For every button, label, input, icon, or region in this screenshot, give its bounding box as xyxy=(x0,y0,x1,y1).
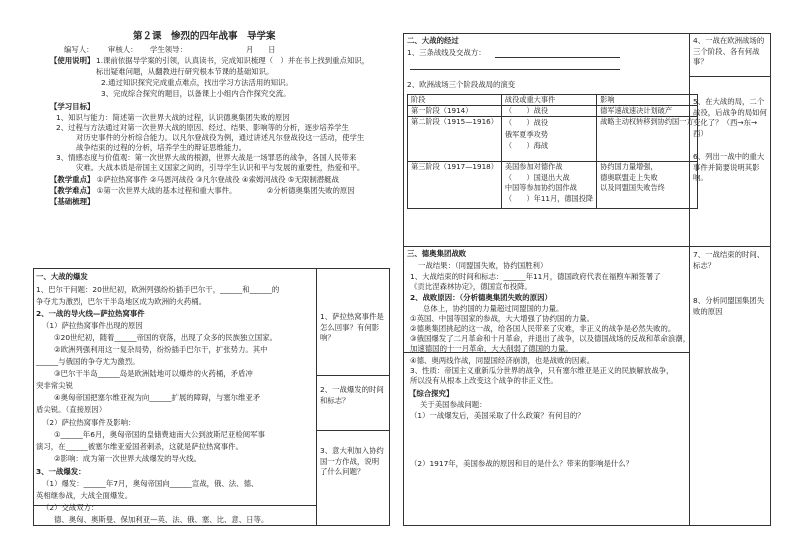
difficulty xyxy=(50,186,355,197)
goal-item: 灾难。大战本质是帝国主义国家之间的，引导学生认识和平与发展的重要性，热爱和平。 xyxy=(76,163,365,172)
part2-blank xyxy=(495,57,620,58)
part3-text: 《贡比涅森林协定》，德国宣布投降。 xyxy=(410,282,532,291)
synth-intro: 关于美国参战问题： xyxy=(420,400,487,409)
usage-item: 标出疑难问题，从翻教进行研究根本节课的基础知识。 xyxy=(96,67,274,76)
synth-label: 【综合探究】 xyxy=(409,389,454,398)
goal-item: 3、情感态度与价值观：第一次世界大战的根源，世界大战是一场罪恶的战争，各国人民带来 xyxy=(56,153,357,162)
student-no-label: 学生领导： xyxy=(150,45,187,54)
usage-item: 1.课前依据导学案的引领，认真读书，完成知识梳理（ ）并在书上找到重点知识， xyxy=(96,56,370,65)
part1-text: ①______年6月，奥匈帝国的皇储费迪南大公到波斯尼亚检阅军事 xyxy=(54,430,265,439)
goal-item: 战争结束的过程的分析，培养学生的辩证思维能力。 xyxy=(76,143,246,152)
goal-item: 1、知识与能力：简述第一次世界大战的过程，认识德奥集团失败的原因 xyxy=(56,113,290,122)
part1-text: 1、巴尔干问题：20世纪初，欧洲列强纷纷插手巴尔干，______和______的 xyxy=(36,285,280,294)
side-question-1: 1、萨拉热窝事件是怎么回事？有何影响？ xyxy=(320,312,384,343)
part3-text: 2、战败原因：（分析德奥集团失败的原因） xyxy=(410,293,552,302)
table-cell-text: 美国参加对德作战 xyxy=(504,162,563,172)
synth-question-2: （2）1917年，美国参战的原因和目的是什么？带来的影响是什么？ xyxy=(410,459,634,468)
table-cell xyxy=(597,162,697,209)
table-row xyxy=(408,106,698,117)
part3-text: 所以没有从根本上改变这个战争的非正义性。 xyxy=(410,376,558,385)
key-point: ④索姆河战役 xyxy=(241,175,286,184)
goals-label: 【学习目标】 xyxy=(50,102,95,111)
usage-item: 3、完成综合探究的题目，以备课上小组内合作探究交流。 xyxy=(101,89,291,98)
side-question-2: 2、一战爆发的时间和标志？ xyxy=(320,385,384,405)
difficulty-item: ②分析德奥集团失败的原因 xyxy=(266,186,355,195)
table-cell: 第一阶段（1914） xyxy=(408,106,502,117)
goal-item: 对历史事件的分析综合能力。以凡尔登战役为例，通过讲述凡尔登战役这一活动，使学生 xyxy=(76,133,365,142)
part1-text: （1）萨拉热窝事件出现的原因 xyxy=(42,321,143,330)
table-cell xyxy=(408,117,502,162)
table-cell-text: （ ）国退出大战 xyxy=(504,172,570,182)
right-question-5: 5、在大战的局，二个战役，后战争的局如何变化了？（西→东→西） xyxy=(693,97,767,138)
table-cell-text: 协约国力量增强， xyxy=(600,162,658,172)
table-head: 战役或重大事件 xyxy=(501,95,596,106)
part3-text: 一战结果：（同盟国失败，协约国胜利） xyxy=(418,261,548,270)
table-cell-text: （ ）战役 xyxy=(504,118,549,128)
key-points-label: 【教学重点】 xyxy=(50,175,95,184)
part2-text: 1、三条战线及交战方： xyxy=(407,48,486,57)
table-cell-text: 中国等参加协约国作战 xyxy=(504,183,577,193)
part3-text: 总体上，协约国的力量超过同盟国的力量。 xyxy=(423,304,564,313)
table-head: 阶段 xyxy=(408,95,502,106)
part1-text: 盾尖锐。（直接原因） xyxy=(36,405,107,414)
table-cell: （ ）战役 xyxy=(501,106,596,117)
part2-heading: 二、大战的经过 xyxy=(407,36,459,45)
difficulty-label: 【教学难点】 xyxy=(50,186,95,195)
part3-text: ③俄国爆发了二月革命和十月革命，并退出了战争，以及德国战场的反战和革命浪潮， xyxy=(410,334,691,343)
table-cell-text: 战略主动权转移到协约国一方 xyxy=(600,117,694,127)
part1-subheading: 3、一战爆发： xyxy=(36,467,86,476)
part3-text: 加速德国的十一月革命，大大削弱了德国的力量。 xyxy=(410,344,573,353)
table-cell-text: （ ）海战 xyxy=(504,140,549,150)
part1-subheading: 2、一战的导火线—萨拉热窝事件 xyxy=(36,309,145,318)
reviewer-label: 审核人： xyxy=(108,45,138,54)
part2-text: 2、欧洲战场三个阶段战局的演变 xyxy=(407,80,516,89)
side-divider xyxy=(316,375,390,376)
part3-text: ④德、奥两线作战，同盟国经济崩溃，也是战败的因素。 xyxy=(410,356,595,365)
table-cell xyxy=(501,117,596,162)
part1-text: （2）萨拉热窝事件及影响： xyxy=(42,418,136,427)
page-title: 第２课 惨烈的四年战事 导学案 xyxy=(133,31,276,42)
right-q-divider xyxy=(689,76,771,77)
table-cell-text: 俄军夏季攻势 xyxy=(504,129,549,139)
review-label: 【基础梳理】 xyxy=(50,197,95,206)
right-question-6: 6、列出一战中的重大事件并简要说明其影响。 xyxy=(693,152,765,183)
table-cell-text: 第二阶段（1915—1916） xyxy=(411,117,498,127)
part1-text: （1）爆发：______年7月，奥匈帝国向______宣战，俄、法、德、 xyxy=(42,479,259,488)
author-label: 编写人： xyxy=(64,45,94,54)
part3-heading: 三、德奥集团战败 xyxy=(407,249,467,258)
part1-text: ④奥匈帝国把塞尔维亚视为向______扩展的障碍，与塞尔维亚矛 xyxy=(54,393,261,402)
part3-text: 1、大战结束的时间和标志：______年11月，德国政府代表在福煦车厢签署了 xyxy=(410,272,661,281)
table-head: 影响 xyxy=(597,95,697,106)
part1-text: ______与俄国的争夺尤为激烈。 xyxy=(36,357,140,366)
part1-text: ②欧洲列强利用这一复杂局势，纷纷插手巴尔干，扩张势力。其中 xyxy=(54,345,268,354)
date-label: 月 日 xyxy=(246,45,276,54)
key-point: ⑤无限制潜艇战 xyxy=(287,175,339,184)
side-question-3: 3、意大利加入协约国一方作战，说明了什么问题？ xyxy=(320,446,384,477)
key-points xyxy=(50,175,339,186)
goal-item: 2、过程与方法通过对第一次世界大战的原因、经过、结果、影响等的分析，逐步培养学生 xyxy=(56,123,349,132)
right-question-4: 4、一战在欧洲战场的三个阶段、各有何战事？ xyxy=(693,36,765,67)
table-cell-text: 第三阶段（1917—1918） xyxy=(411,162,498,172)
part3-text: ①英国、中国等国家的参战，大大增强了协约国的力量。 xyxy=(410,314,595,323)
table-cell xyxy=(597,117,697,162)
part1-text: ③巴尔干半岛______岛是欧洲陆地可以爆炸的火药桶，矛盾冲 xyxy=(54,369,253,378)
table-cell-text: （ ）年11月，德国投降 xyxy=(504,193,594,203)
part1-text: 突非常尖锐 xyxy=(36,381,73,390)
part1-text: （2）交战双方： xyxy=(42,503,99,512)
part3-text: ②德奥集团挑起的这一战，给各国人民带来了灾难，非正义的战争是必然失败的。 xyxy=(410,324,676,333)
difficulty-item: ①第一次世界大战的基本过程和重大事件。 xyxy=(96,186,237,195)
synth-question-1: （1）一战爆发后，美国采取了什么政策？有何目的？ xyxy=(410,411,585,420)
table-row xyxy=(408,162,698,209)
table-cell-text: 德奥联盟走上失败 xyxy=(600,172,658,182)
part1-text: 争夺尤为激烈，巴尔干半岛地区成为欧洲的火药桶。 xyxy=(36,297,206,306)
usage-item: 2.通过知识探究完成重点难点，找出学习方法活用的知识。 xyxy=(101,78,293,87)
key-point: ②马恩河战役 xyxy=(150,175,194,184)
part3-text: 3、性质：帝国主义重新瓜分世界的战争，只有塞尔维亚是正义的民族解放战争， xyxy=(410,366,674,375)
part1-text: ②影响：成为第一次世界大战爆发的导火线。 xyxy=(54,454,202,463)
side-divider xyxy=(316,430,390,431)
usage-label: 【使用说明】 xyxy=(50,56,95,65)
table-cell xyxy=(501,162,596,209)
table-row xyxy=(408,117,698,162)
part1-text: 演习，在______被塞尔维亚爱国者刺杀，这就是萨拉热窝事件。 xyxy=(36,442,243,451)
key-point: ①萨拉热窝事件 xyxy=(96,175,148,184)
key-point: ③凡尔登战役 xyxy=(196,175,240,184)
right-question-7: 7、一战结束的时间、标志？ xyxy=(693,250,765,270)
stage-table xyxy=(407,94,698,209)
section-divider xyxy=(403,246,771,247)
part1-text: 德、奥匈、奥斯曼、保加利亚—英、法、俄、塞、比、意、日等。 xyxy=(54,515,269,524)
table-cell xyxy=(408,162,502,209)
table-cell: 德军速战速决计划破产 xyxy=(597,106,697,117)
part1-text: ①20世纪初，随着______帝国的衰落，出现了众多的民族独立国家。 xyxy=(54,333,277,342)
right-question-8: 8、分析同盟国集团失败的原因 xyxy=(693,296,765,316)
part1-divider xyxy=(316,268,317,526)
part2-blank xyxy=(410,69,620,70)
table-cell-text: 以及同盟国失败告终 xyxy=(600,182,665,192)
part1-heading: 一、大战的爆发 xyxy=(36,272,88,281)
part1-text: 英相继参战，大战全面爆发。 xyxy=(36,491,133,500)
